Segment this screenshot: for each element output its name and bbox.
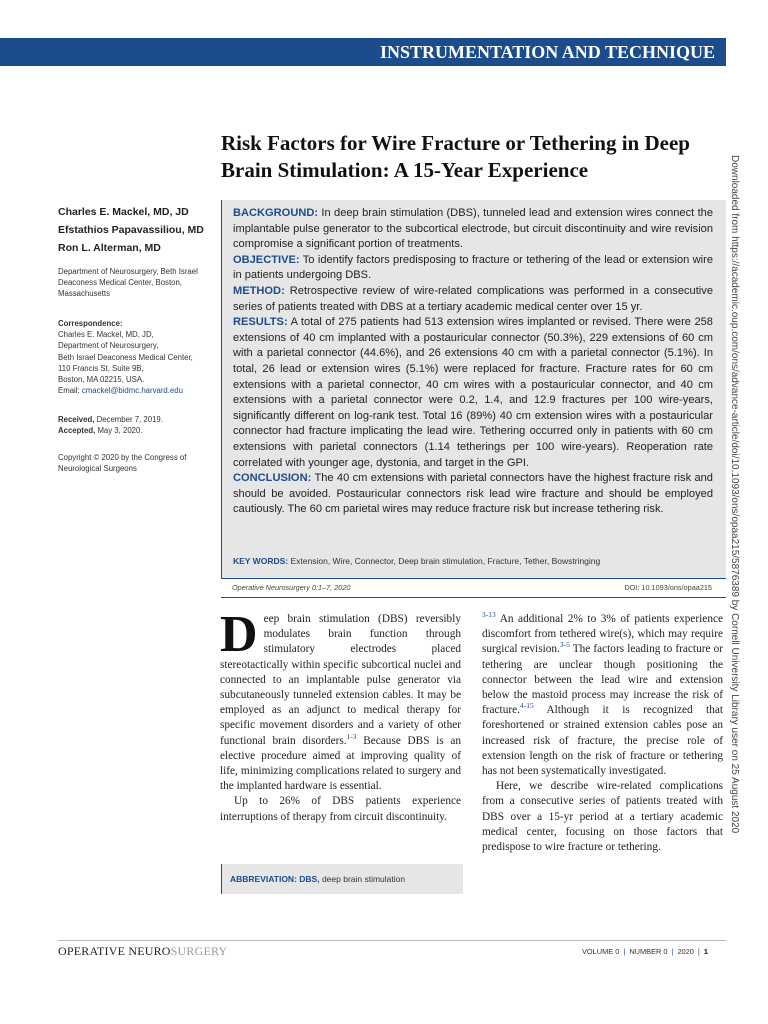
reference-link[interactable]: 1-3 — [346, 731, 357, 741]
accepted-date: May 3, 2020. — [97, 426, 143, 436]
keywords-label: KEY WORDS: — [233, 556, 289, 566]
accepted-label: Accepted, — [58, 426, 96, 436]
author-name: Charles E. Mackel, MD, JD — [58, 206, 189, 218]
logo-part: SURGERY — [170, 944, 228, 958]
drop-cap: D — [220, 606, 258, 663]
keywords — [233, 556, 600, 566]
body-text: Although it is recognized that foreshortened or strained extension cables pose an increased risk of fracture, the precise role of extension length on the risk of fracture or tethering has not been systematically investigated. — [482, 704, 723, 778]
email-link[interactable]: cmackel@bidmc.harvard.edu — [81, 386, 183, 396]
results-label: RESULTS: — [233, 316, 288, 329]
section-banner: INSTRUMENTATION AND TECHNIQUE — [0, 38, 726, 66]
objective-label: OBJECTIVE: — [233, 253, 300, 266]
journal-citation-bar — [221, 578, 726, 598]
page-number: 1 — [703, 947, 708, 956]
correspondence-line: Boston, MA 02215, USA. — [58, 375, 145, 385]
author-list — [58, 203, 204, 257]
logo-part: OPERATIVE NEURO — [58, 944, 171, 958]
reference-link[interactable]: 3-13 — [482, 610, 496, 620]
method-label: METHOD: — [233, 284, 285, 297]
body-text: Up to 26% of DBS patients experience interruptions of therapy from circuit discontinuity. — [220, 795, 461, 823]
download-notice — [722, 155, 758, 865]
method-text: Retrospective review of wire-related complications was performed in a consecutive series of patients treated with DBS at a tertiary academic medical center over 15 yr. — [233, 284, 713, 313]
body-text: The factors leading to fracture or tethering are unclear though positioning the connector between the lead wire and extension below the mastoid process may increase the risk of fracture. — [482, 643, 723, 717]
background-text: In deep brain stimulation (DBS), tunneled lead and extension wires connect the implantable pulse generator to the subcortical electrode, but circuit discontinuity and wire revision compromise a significant portion of treatments. — [233, 207, 714, 251]
correspondence-line: 110 Francis St, Suite 9B, — [58, 363, 144, 373]
received-label: Received, — [58, 415, 95, 424]
journal-citation: Operative Neurosurgery 0:1–7, 2020 — [232, 583, 351, 592]
objective-text: To identify factors predisposing to fracture or tethering of the lead or extension wire in patients undergoing DBS. — [233, 253, 713, 282]
download-notice-text: Downloaded from https://academic.oup.com/ons/advance-article/doi/10.1093/ons/opaa215/5876389 by Cornell University Library user on 25 August 2020 — [729, 155, 740, 834]
copyright-notice: Copyright © 2020 by the Congress of Neurological Surgeons — [58, 453, 187, 474]
volume-label: VOLUME 0 — [582, 947, 620, 956]
number-label: NUMBER 0 — [629, 947, 668, 956]
journal-logo — [58, 944, 227, 959]
received-date: December 7, 2019. — [96, 415, 163, 424]
results-text: A total of 275 patients had 513 extension wires implanted or revised. There were 258 extensions of 40 cm implanted with a postauricular connector (50.3%), 229 extensions of 60 cm with a parietal connector (44.6%), and 26 extensions 40 cm with a parietal connector (5.1%). In total, 26 lead or extension wires (5.1%) were replaced for fracture. Fracture rates for 60 cm extensions with a parietal connector, 40 cm wires with a postauricular connector, and 40 cm extensions with a parietal connector were 0.2, 1.4, and 12.9 fractures per 100 wire-years, significantly different on log-rank test. Total 16 (89%) 40 cm extension wires with a postauricular connector had fracture implicating the lead wire. Tethering occurred only in patients with 60 cm extensions with parietal connectors (1.14 tetherings per 100 wire-years). Reoperation rate correlated with younger age, dystonia, and target in the GPI. — [233, 316, 713, 469]
abbreviation-box — [221, 864, 463, 894]
correspondence-line: Charles E. Mackel, MD, JD, — [58, 330, 154, 340]
abbreviation-text: deep brain stimulation — [319, 874, 406, 884]
abstract-box — [221, 200, 726, 578]
conclusion-text: The 40 cm extensions with parietal connectors have the highest fracture risk and should be avoided. Postauricular connectors risk lead wire fracture and should be employed cautiously. The 60 cm parietal wires may reduce fracture risk but increase tethering risk. — [233, 472, 713, 516]
abbreviation-label: ABBREVIATION: DBS, — [230, 874, 320, 884]
body-text: Here, we describe wire-related complications from a consecutive series of patients treated with DBS over a 15-yr period at a tertiary academic medical center, focusing on those factors that predispose to wire fracture or tethering. — [482, 780, 723, 854]
email-label: Email: — [58, 386, 80, 396]
correspondence — [58, 318, 223, 396]
reference-link[interactable]: 4-15 — [519, 701, 534, 711]
body-text: eep brain stimulation (DBS) reversibly modulates brain function through stimulatory electrodes placed stereotactically within specific subcortical nuclei and connected to an implantable pulse generator via subcutaneously tunneled extension cables. It may be employed as an adjunct to medical therapy for specific movement disorders and a variety of other functional brain disorders. — [220, 613, 461, 747]
body-column-left — [220, 606, 461, 825]
correspondence-line: Beth Israel Deaconess Medical Center, — [58, 352, 193, 362]
article-dates — [58, 414, 163, 437]
author-name: Ron L. Alterman, MD — [58, 242, 161, 254]
body-text: An additional 2% to 3% of patients experience discomfort from tethered wire(s), which may require surgical revision. — [482, 613, 723, 656]
page-info: VOLUME 0 | NUMBER 0 | 2020 | 1 — [582, 947, 708, 956]
year-label: 2020 — [677, 947, 694, 956]
doi-link[interactable]: DOI: 10.1093/ons/opaa215 — [624, 583, 712, 592]
conclusion-label: CONCLUSION: — [233, 472, 312, 485]
correspondence-label: Correspondence: — [58, 319, 123, 328]
author-name: Efstathios Papavassiliou, MD — [58, 224, 204, 236]
keywords-text: Extension, Wire, Connector, Deep brain stimulation, Fracture, Tether, Bowstringing — [290, 556, 601, 566]
affiliation: Department of Neurosurgery, Beth Israel Deaconess Medical Center, Boston, Massachusetts — [58, 267, 198, 298]
reference-link[interactable]: 3-5 — [559, 640, 570, 650]
body-column-right — [482, 612, 723, 855]
correspondence-line: Department of Neurosurgery, — [58, 341, 159, 351]
footer-divider — [58, 940, 726, 941]
background-label: BACKGROUND: — [233, 207, 319, 219]
article-title: Risk Factors for Wire Fracture or Tethering in Deep Brain Stimulation: A 15-Year Experience — [221, 131, 690, 182]
body-text: Because DBS is an elective procedure aimed at improving quality of life, minimizing complications related to surgery and the implanted hardware is essential. — [220, 734, 461, 793]
